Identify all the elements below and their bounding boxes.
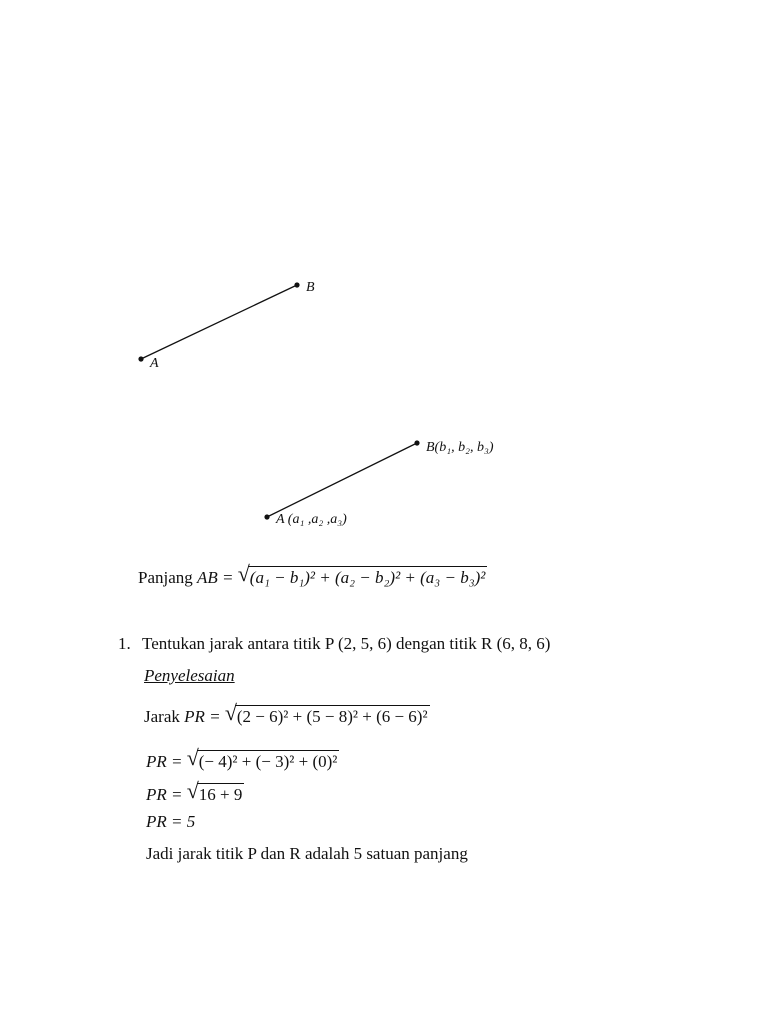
formula-radicand: (a₁ − b₁)² + (a₂ − b₂)² + (a₃ − b₃)² (249, 568, 486, 587)
point-b-label: B (306, 280, 315, 295)
step1-prefix: Jarak (144, 707, 180, 726)
step3-lhs: PR = (146, 785, 183, 804)
point-a-coord-dot (264, 514, 269, 519)
point-b-dot (294, 282, 299, 287)
step1-radicand: (2 − 6)² + (5 − 8)² + (6 − 6)² (236, 707, 428, 726)
step3-sqrt (186, 778, 245, 805)
step1-lhs: PR = (184, 707, 221, 726)
problem-statement: Tentukan jarak antara titik P (2, 5, 6) dengan titik R (6, 8, 6) (142, 634, 551, 653)
point-a-label: A (150, 356, 159, 371)
segment-ab-coordinates (264, 440, 419, 519)
radical-sign: √ (224, 700, 237, 725)
step1-sqrt (224, 700, 430, 727)
point-b-coord-label: B(b₁, b₂, b₃) (426, 440, 494, 455)
step2-lhs: PR = (146, 752, 183, 771)
step3-radicand: 16 + 9 (198, 785, 243, 804)
conclusion-text: Jadi jarak titik P dan R adalah 5 satuan panjang (146, 844, 468, 863)
distance-formula (138, 561, 487, 588)
solution-heading: Penyelesaian (144, 666, 235, 685)
point-a-dot (138, 356, 143, 361)
radical-sign: √ (186, 778, 199, 803)
step2-radicand: (− 4)² + (− 3)² + (0)² (198, 752, 338, 771)
segment-ab-simple (138, 282, 299, 361)
radical-sign: √ (186, 745, 199, 770)
solution-step-1 (144, 700, 430, 727)
point-a-coord-label: A (a₁ ,a₂ ,a₃) (276, 512, 347, 527)
problem-number: 1. (118, 634, 131, 653)
solution-step-3 (146, 778, 244, 805)
formula-sqrt (237, 561, 488, 588)
formula-lhs: AB = (197, 568, 234, 587)
formula-prefix: Panjang (138, 568, 193, 587)
step2-sqrt (186, 745, 340, 772)
point-b-coord-dot (414, 440, 419, 445)
solution-step-4: PR = 5 (146, 812, 196, 831)
solution-step-2 (146, 745, 339, 772)
radical-sign: √ (237, 561, 250, 586)
